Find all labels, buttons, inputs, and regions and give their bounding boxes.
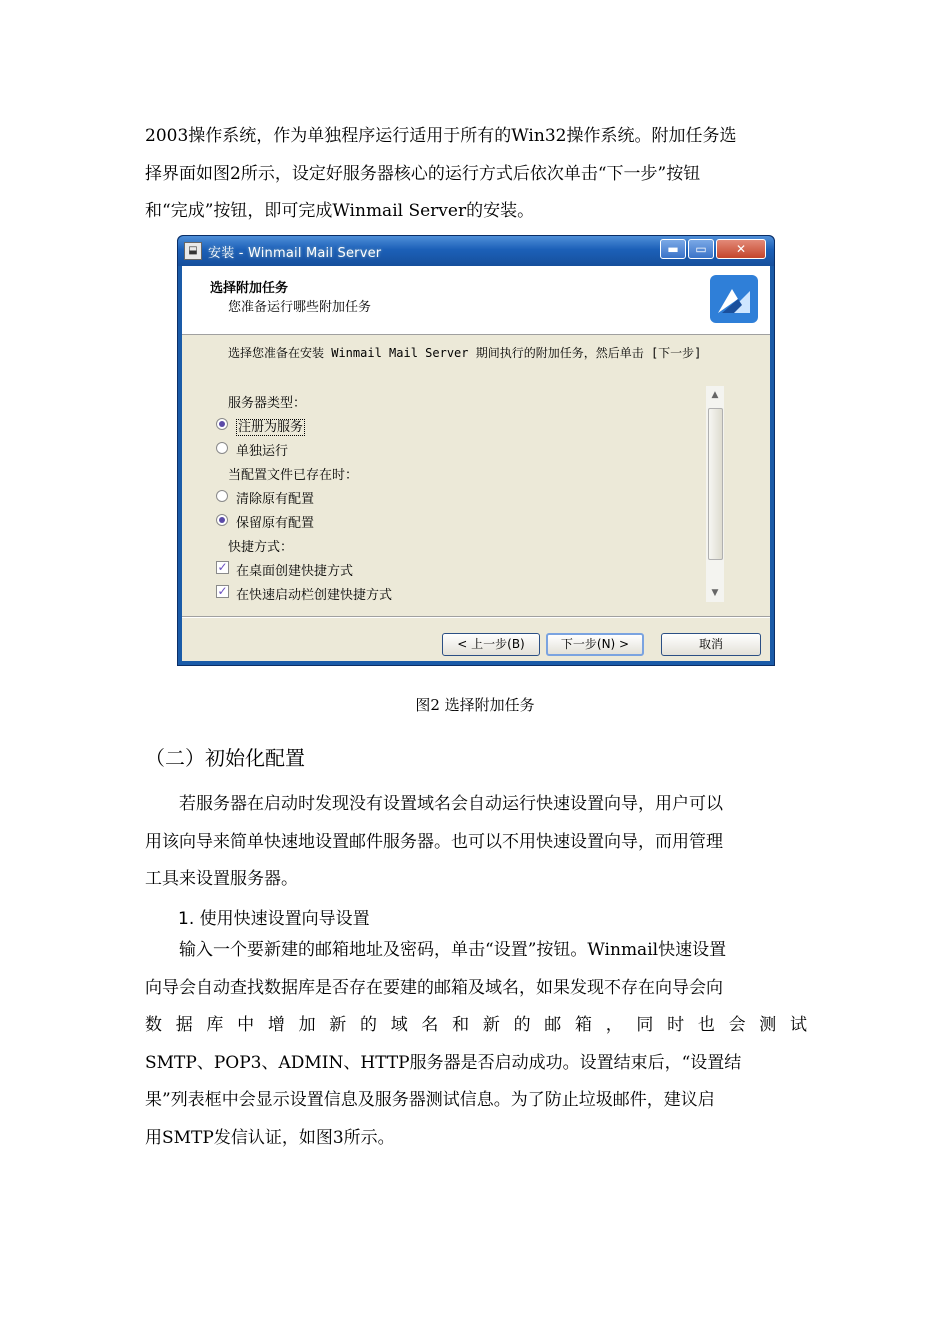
- para2-line-2: 向导会自动查找数据库是否存在要建的邮箱及域名，如果发现不存在向导会向: [145, 977, 723, 998]
- wizard-header: [182, 266, 770, 335]
- radio-empty-icon[interactable]: [216, 490, 228, 502]
- window-client: [182, 266, 770, 661]
- radio-empty-icon[interactable]: [216, 442, 228, 454]
- winmail-logo-icon: [708, 273, 760, 325]
- scroll-up-icon[interactable]: ▲: [711, 390, 719, 400]
- radio-selected-icon[interactable]: [216, 418, 228, 430]
- checkbox-checked-icon[interactable]: ✓: [217, 560, 228, 574]
- radio-selected-icon[interactable]: [216, 514, 228, 526]
- para2-line-5: 果”列表框中会显示设置信息及服务器测试信息。为了防止垃圾邮件，建议启: [145, 1090, 715, 1110]
- minimize-button[interactable]: ▬: [660, 239, 686, 259]
- wizard-title: 选择附加任务: [210, 281, 289, 296]
- para1-line-3: 工具来设置服务器。: [145, 869, 298, 889]
- option-desktop-shortcut[interactable]: [217, 560, 354, 579]
- paragraph-1: [145, 786, 807, 899]
- subheading: 1. 使用快速设置向导设置: [178, 909, 370, 929]
- scroll-thumb[interactable]: [708, 408, 723, 560]
- back-button[interactable]: < 上一步(B): [442, 633, 540, 656]
- section-heading: （二）初始化配置: [145, 746, 305, 770]
- intro-line-1: 2003操作系统，作为单独程序运行适用于所有的Win32操作系统。附加任务选: [145, 126, 737, 146]
- button-divider: [182, 616, 770, 618]
- option-clear-config[interactable]: [236, 488, 314, 507]
- maximize-button[interactable]: ▭: [688, 239, 714, 259]
- intro-paragraph: [145, 118, 807, 231]
- option-run-standalone[interactable]: [236, 440, 288, 459]
- figure-caption: 图2 选择附加任务: [415, 696, 535, 714]
- paragraph-2: [145, 932, 807, 1157]
- option-run-standalone-label: 单独运行: [236, 444, 289, 459]
- window-titlebar[interactable]: [178, 236, 774, 266]
- wizard-subtitle: 您准备运行哪些附加任务: [228, 300, 372, 315]
- group-shortcuts: 快捷方式：: [228, 540, 294, 555]
- para1-line-1: 若服务器在启动时发现没有设置域名会自动运行快速设置向导，用户可以: [179, 794, 723, 814]
- intro-line-3: 和“完成”按钮，即可完成Winmail Server的安装。: [145, 201, 535, 221]
- para2-line-4: SMTP、POP3、ADMIN、HTTP服务器是否启动成功。设置结束后，“设置结: [145, 1052, 742, 1073]
- next-button[interactable]: 下一步(N) >: [546, 633, 644, 656]
- option-quicklaunch-shortcut[interactable]: [217, 584, 393, 603]
- option-register-service-label: 注册为服务: [238, 420, 304, 435]
- para2-line-6: 用SMTP发信认证，如图3所示。: [145, 1127, 395, 1148]
- option-register-service[interactable]: [236, 416, 305, 435]
- option-desktop-shortcut-label: 在桌面创建快捷方式: [236, 564, 354, 579]
- para1-line-2: 用该向导来简单快速地设置邮件服务器。也可以不用快速设置向导，而用管理: [145, 831, 723, 852]
- options-scrollbar[interactable]: [706, 386, 724, 602]
- group-server-type: 服务器类型：: [228, 396, 307, 411]
- close-button[interactable]: ✕: [716, 239, 766, 259]
- window-title: 安装 - Winmail Mail Server: [208, 246, 382, 261]
- cancel-button[interactable]: 取消: [661, 633, 761, 656]
- intro-line-2: 择界面如图2所示，设定好服务器核心的运行方式后依次单击“下一步”按钮: [145, 163, 701, 184]
- wizard-description: 选择您准备在安装 Winmail Mail Server 期间执行的附加任务，然后单击 [下一步]: [228, 346, 702, 360]
- para2-line-3: 数据库中增加新的域名和新的邮箱，同时也会测试: [145, 1015, 807, 1035]
- installer-icon: ⬓: [184, 242, 202, 260]
- checkbox-checked-icon[interactable]: ✓: [217, 584, 228, 598]
- installer-window: [177, 235, 775, 666]
- option-quicklaunch-shortcut-label: 在快速启动栏创建快捷方式: [236, 588, 393, 603]
- option-clear-config-label: 清除原有配置: [236, 492, 315, 507]
- option-keep-config[interactable]: [236, 512, 314, 531]
- group-config-exists: 当配置文件已存在时：: [228, 468, 359, 483]
- para2-line-1: 输入一个要新建的邮箱地址及密码，单击“设置”按钮。Winmail快速设置: [179, 940, 727, 960]
- scroll-down-icon[interactable]: ▼: [711, 588, 719, 598]
- option-keep-config-label: 保留原有配置: [236, 516, 315, 531]
